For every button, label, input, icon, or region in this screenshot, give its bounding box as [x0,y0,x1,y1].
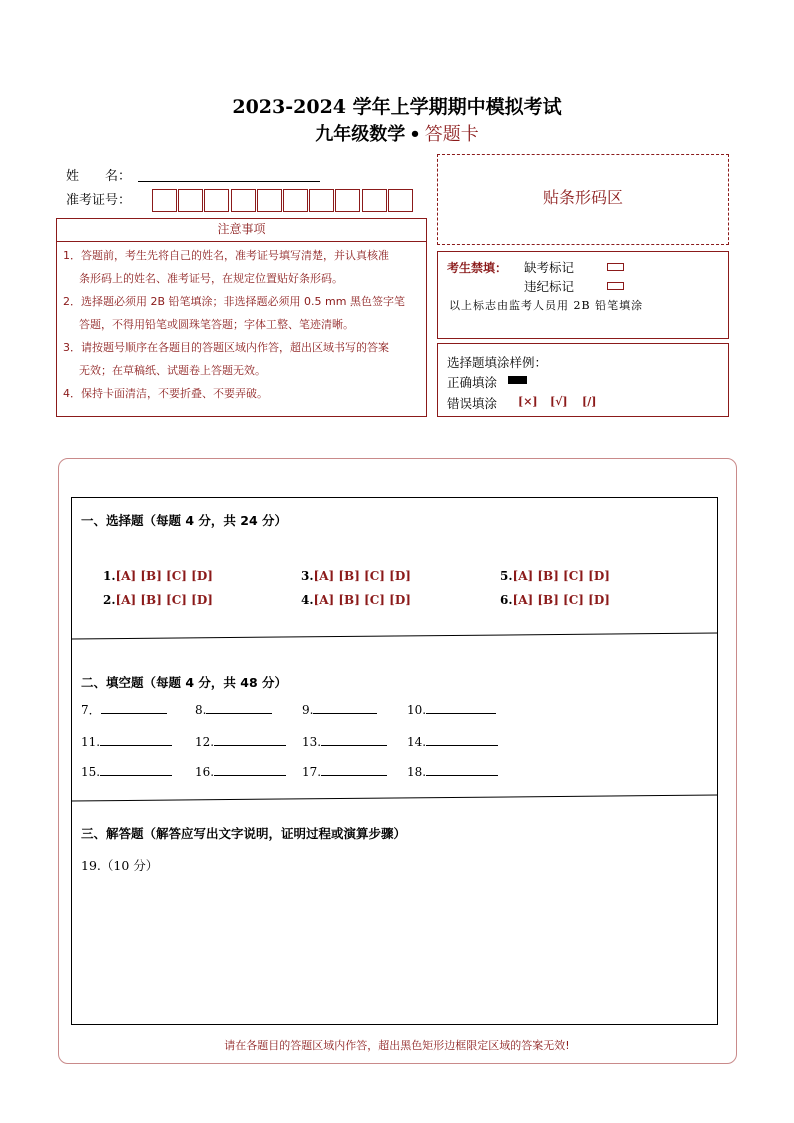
blank-number: 8. [195,703,207,717]
fill-blank-14 [407,733,498,749]
wrong-mark-2: [√] [550,395,568,408]
blank-line[interactable] [313,701,377,714]
blank-number: 7． [81,703,101,717]
choice-options[interactable]: [A] [B] [C] [D] [512,593,610,607]
ban-note: 以上标志由监考人员用 2B 铅笔填涂 [449,299,644,312]
blank-number: 12. [195,735,215,749]
fill-blank-7 [81,701,167,718]
sample-heading: 选择题填涂样例： [447,355,548,370]
absent-mark-label: 缺考标记 [524,260,575,275]
exam-title: 2023-2024 学年上学期期中模拟考试 [232,96,562,118]
blank-line[interactable] [214,733,286,746]
blank-number: 9. [302,703,314,717]
exam-id-digit-box[interactable] [257,189,282,212]
notice-line-5: 3．请按题号顺序在各题目的答题区域内作答，超出区域书写的答案 [63,341,389,354]
blank-line[interactable] [426,763,498,776]
choice-options[interactable]: [A] [B] [C] [D] [313,569,411,583]
notice-line-1: 1．答题前，考生先将自己的姓名，准考证号填写清楚，并认真核准 [63,249,389,262]
wrong-mark-3: [/] [582,395,597,408]
blank-number: 14. [407,735,427,749]
wrong-fill-label: 错误填涂 [447,396,498,411]
violation-mark-box[interactable] [607,282,624,290]
title-separator: • [409,124,421,145]
exam-id-digit-box[interactable] [309,189,334,212]
blank-number: 18. [407,765,427,779]
exam-id-digit-box[interactable] [231,189,256,212]
notice-line-2: 条形码上的姓名、准考证号，在规定位置贴好条形码。 [79,272,343,285]
name-label: 姓 名： [66,169,132,184]
exam-id-digit-box[interactable] [152,189,177,212]
fill-blank-16 [195,763,286,779]
subject-title: 九年级数学 [315,124,406,145]
blank-line[interactable] [101,701,167,714]
fill-blank-12 [195,733,286,749]
question-number: 1. [103,569,116,583]
blank-line[interactable] [100,763,172,776]
choice-options[interactable]: [A] [B] [C] [D] [115,593,213,607]
notice-line-7: 4．保持卡面清洁，不要折叠、不要弄破。 [63,387,268,400]
blank-line[interactable] [426,701,496,714]
fill-blank-8 [195,701,272,717]
answer-card-label: 答题卡 [424,124,479,145]
blank-number: 17. [302,765,322,779]
fill-blank-15 [81,763,172,779]
exam-id-digit-box[interactable] [204,189,229,212]
fill-blank-18 [407,763,498,779]
blank-line[interactable] [206,701,272,714]
barcode-area[interactable]: 贴条形码区 [437,154,729,245]
question-3 [301,569,411,583]
choice-options[interactable]: [A] [B] [C] [D] [313,593,411,607]
notice-line-6: 无效；在草稿纸、试题卷上答题无效。 [79,364,266,377]
exam-id-digit-box[interactable] [362,189,387,212]
question-1 [103,569,213,583]
notice-heading: 注意事项 [56,218,427,242]
question-2 [103,593,213,607]
blank-line[interactable] [321,763,387,776]
exam-id-digit-box[interactable] [283,189,308,212]
choice-options[interactable]: [A] [B] [C] [D] [115,569,213,583]
blank-number: 15. [81,765,101,779]
violation-mark-label: 违纪标记 [524,279,575,294]
question-number: 3. [301,569,314,583]
wrong-mark-1: [×] [518,395,538,408]
blank-number: 11. [81,735,101,749]
fill-blank-11 [81,733,172,749]
blank-line[interactable] [426,733,498,746]
correct-fill-sample [508,376,527,384]
choice-options[interactable]: [A] [B] [C] [D] [512,569,610,583]
id-label: 准考证号： [66,193,132,208]
exam-id-digit-box[interactable] [178,189,203,212]
section3-heading: 三、解答题（解答应写出文字说明，证明过程或演算步骤） [81,826,407,841]
question-19-answer-space[interactable] [78,880,710,1018]
blank-number: 16. [195,765,215,779]
exam-id-digit-box[interactable] [388,189,413,212]
question-number: 4. [301,593,314,607]
divider-2 [71,792,718,804]
blank-line[interactable] [321,733,387,746]
question-number: 2. [103,593,116,607]
fill-blank-9 [302,701,377,717]
section2-heading: 二、填空题（每题 4 分，共 48 分） [81,675,288,690]
fill-blank-13 [302,733,387,749]
blank-line[interactable] [100,733,172,746]
section1-heading: 一、选择题（每题 4 分，共 24 分） [81,513,288,528]
question-19-label: 19.（10 分） [81,858,159,873]
notice-line-3: 2．选择题必须用 2B 铅笔填涂；非选择题必须用 0.5 mm 黑色签字笔 [63,295,405,308]
absent-mark-box[interactable] [607,263,624,271]
notice-line-4: 答题，不得用铅笔或圆珠笔答题；字体工整、笔迹清晰。 [79,318,354,331]
fill-blank-17 [302,763,387,779]
blank-number: 10. [407,703,427,717]
question-5 [500,569,610,583]
name-field[interactable] [138,180,320,182]
question-number: 6. [500,593,513,607]
footer-warning: 请在各题目的答题区域内作答，超出黑色矩形边框限定区域的答案无效! [224,1039,570,1052]
divider-1 [71,630,718,642]
question-6 [500,593,610,607]
question-4 [301,593,411,607]
blank-number: 13. [302,735,322,749]
ban-label: 考生禁填： [447,261,508,275]
blank-line[interactable] [214,763,286,776]
card-title [0,120,794,146]
exam-id-digit-box[interactable] [335,189,360,212]
fill-blank-10 [407,701,496,717]
correct-fill-label: 正确填涂 [447,375,498,390]
question-number: 5. [500,569,513,583]
